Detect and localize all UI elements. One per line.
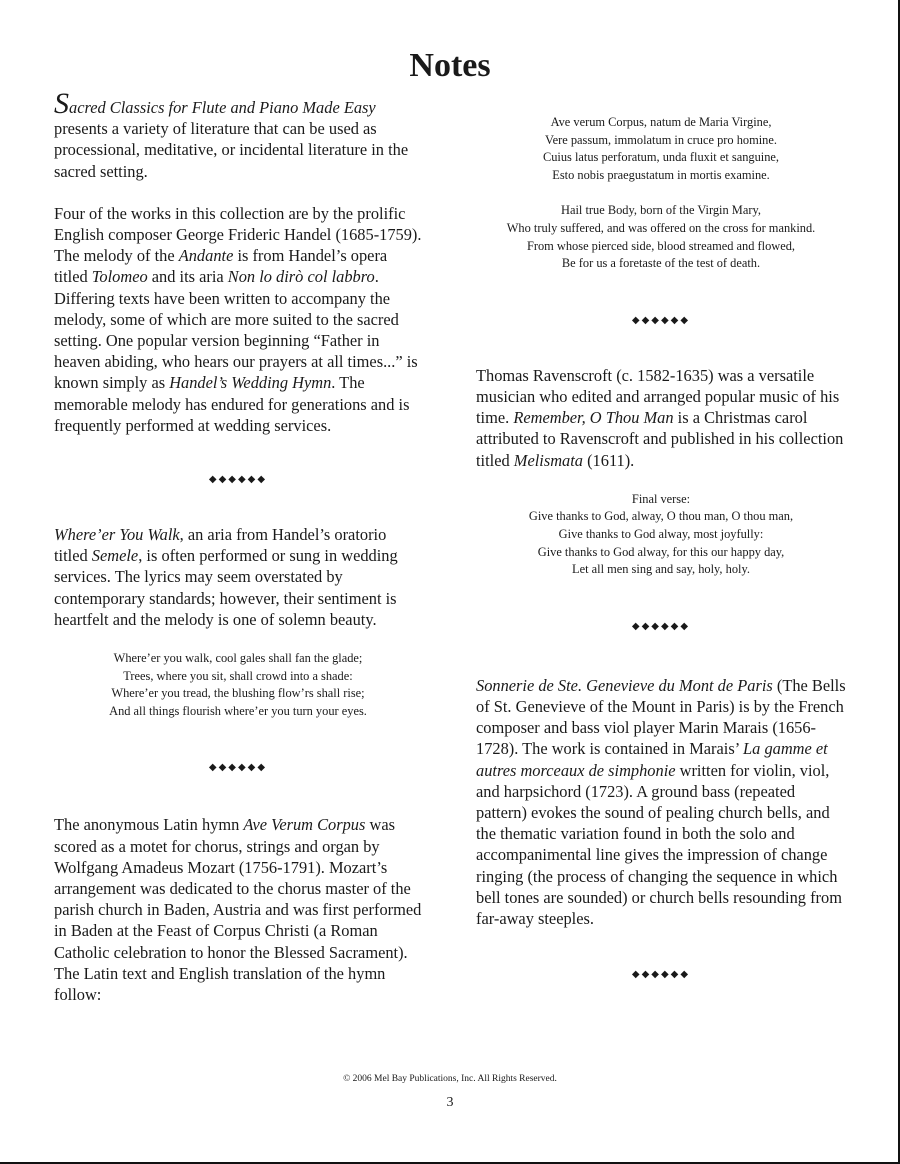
page-number: 3: [446, 1095, 454, 1110]
where-paragraph: Where’er You Walk, an aria from Handel’s oratorio titled Semele, is often performed or sung in wedding services. The lyrics may seem overstated by contemporary standards; however, their sentiment is heartfelt and the melody is one of solemn beauty.: [54, 525, 398, 629]
verse-line: Who truly suffered, and was offered on the cross for mankind.: [506, 220, 816, 235]
right-column: [476, 94, 846, 983]
separator-ornament: ◆◆◆◆◆◆: [208, 762, 268, 774]
final-verse: [476, 491, 846, 579]
drop-cap: S: [54, 87, 69, 120]
left-column: [54, 87, 422, 1005]
verse-line: Hail true Body, born of the Virgin Mary,: [561, 203, 761, 218]
separator-ornament: ◆◆◆◆◆◆: [631, 314, 691, 326]
separator-ornament: ◆◆◆◆◆◆: [208, 474, 268, 486]
verse-line: Esto nobis praegustatum in mortis examine.: [552, 167, 770, 182]
verse-line: From whose pierced side, blood streamed and flowed,: [526, 238, 796, 253]
intro-paragraph: Sacred Classics for Flute and Piano Made Easy presents a variety of literature that can be used as processional, meditative, or incidental literature in the sacred setting.: [54, 87, 409, 181]
verse-line: Vere passum, immolatum in cruce pro homine.: [545, 132, 777, 147]
book-title: acred Classics for Flute and Piano Made Easy: [69, 98, 376, 117]
verse-line: And all things flourish where’er you turn your eyes.: [109, 703, 367, 718]
verse-line: Give thanks to God, alway, O thou man, O thou man,: [528, 509, 794, 524]
verse-line: Where’er you tread, the blushing flow’rs shall rise;: [111, 686, 365, 701]
verse-line: Trees, where you sit, shall crowd into a shade:: [123, 668, 353, 683]
english-verse: [476, 202, 846, 272]
verse-line: Cuius latus perforatum, unda fluxit et sanguine,: [542, 150, 780, 165]
verse-line: Where’er you walk, cool gales shall fan the glade;: [113, 651, 363, 666]
page-title: Notes: [409, 47, 491, 84]
verse-line: Ave verum Corpus, natum de Maria Virgine,: [550, 115, 772, 129]
separator-ornament: ◆◆◆◆◆◆: [631, 620, 691, 632]
ravenscroft-paragraph: Thomas Ravenscroft (c. 1582-1635) was a versatile musician who edited and arranged popular music of his time. Remember, O Thou Man is a Christmas carol attributed to Ravenscroft and published in his collection titled Melismata (1611).: [476, 365, 844, 470]
handel-paragraph: Four of the works in this collection are by the prolific English composer George Frideric Handel (1685-1759). The melody of the Andante is from Handel’s opera titled Tolomeo and its aria Non lo dirò col labbro. Differing texts have been written to accompany the melody, some of which are more suited to the sacred setting. One popular version beginning “Father in heaven abiding, who hears our prayers at all times...” is known simply as Handel’s Wedding Hymn. The memorable melody has endured for generations and is frequently performed at wedding services.: [54, 203, 422, 435]
verse-line: Final verse:: [631, 491, 691, 506]
separator-ornament: ◆◆◆◆◆◆: [631, 969, 691, 981]
verse-line: Be for us a foretaste of the test of death.: [561, 256, 761, 271]
sonnerie-paragraph: Sonnerie de Ste. Genevieve du Mont de Paris (The Bells of St. Genevieve of the Mount in Paris) is by the French composer and bass viol player Marin Marais (1656-1728). The work is contained in Marais’ La gamme et autres morceaux de simphonie written for violin, viol, and harpsichord (1723). A ground bass (repeated pattern) evokes the sound of pealing church bells, and the thematic variation found in both the solo and accompanimental line gives the impression of change ringing (the process of changing the sequence in which bell tones are sounded) or church bells resounding from far-away steeples.: [476, 675, 846, 928]
verse-line: Give thanks to God alway, most joyfully:: [558, 526, 764, 541]
verse-line: Let all men sing and say, holy, holy.: [572, 562, 750, 577]
latin-verse: [476, 114, 846, 184]
where-verse: [54, 650, 422, 720]
verse-line: Give thanks to God alway, for this our happy day,: [537, 544, 785, 559]
ave-paragraph: The anonymous Latin hymn Ave Verum Corpus was scored as a motet for chorus, strings and organ by Wolfgang Amadeus Mozart (1756-1791). Mozart’s arrangement was dedicated to the chorus master of the parish church in Baden, Austria and was first performed in Baden at the Feast of Corpus Christi (a Roman Catholic celebration to honor the Blessed Sacrament). The Latin text and English translation of the hymn follow:: [54, 815, 422, 1005]
copyright-notice: © 2006 Mel Bay Publications, Inc. All Rights Reserved.: [343, 1074, 557, 1084]
